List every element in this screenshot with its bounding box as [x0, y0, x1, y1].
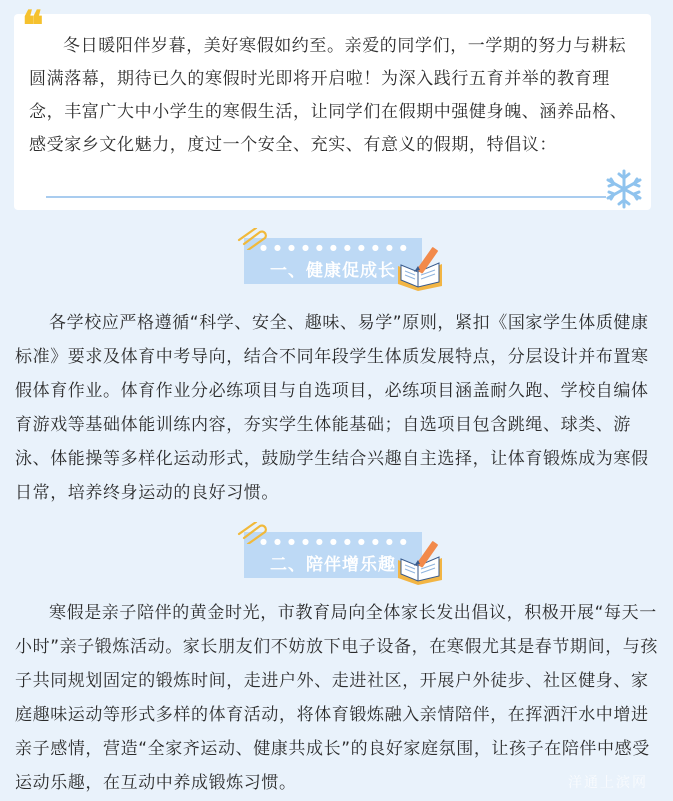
quote-mark-icon: ❝ [22, 2, 38, 49]
paperclip-icon [236, 228, 270, 250]
intro-paragraph: 冬日暖阳伴岁暮，美好寒假如约至。亲爱的同学们，一学期的努力与耕耘圆满落幕，期待已久的寒假时光即将开启啦！为深入践行五育并举的教育理念，丰富广大中小学生的寒假生活，让同学们在假期中强健身魄、涵养品格、感受家乡文化魅力，度过一个安全、充实、有意义的假期，特倡议： [29, 36, 628, 155]
section-title: 一、健康促成长 [270, 261, 396, 281]
book-pencil-icon [394, 538, 446, 586]
intro-divider [46, 196, 606, 198]
section-body-1: 各学校应严格遵循“科学、安全、趣味、易学”原则，紧扣《国家学生体质健康标准》要求及体育中考导向，结合不同年段学生体质发展特点，分层设计并布置寒假体育作业。体育作业分必练项目与自选项目，必练项目涵盖耐久跑、学校自编体育游戏等基础体能训练内容，夯实学生体能基础；自选项目包含跳绳、球类、游泳、体能操等多样化运动形式，鼓励学生结合兴趣自主选择，让体育锻炼成为寒假日常，培养终身运动的良好习惯。 [15, 313, 649, 503]
paperclip-icon [236, 522, 270, 544]
section-banner-1 [244, 238, 428, 284]
banner-dots: ●●●●●●●●●●● [260, 243, 414, 252]
section-body-2: 寒假是亲子陪伴的黄金时光，市教育局向全体家长发出倡议，积极开展“每天一小时”亲子锻炼活动。家长朋友们不妨放下电子设备，在寒假尤其是春节期间，与孩子共同规划固定的锻炼时间，走进户外、走进社区，开展户外徒步、社区健身、家庭趣味运动等形式多样的体育活动，将体育锻炼融入亲情陪伴，在挥洒汗水中增进亲子感情，营造“全家齐运动、健康共成长”的良好家庭氛围，让孩子在陪伴中感受运动乐趣，在互动中养成锻炼习惯。 [15, 603, 659, 793]
banner-dots: ●●●●●●●●●●● [260, 537, 414, 546]
snowflake-icon [603, 168, 645, 210]
book-pencil-icon [394, 244, 446, 292]
watermark: 洋通上滨网 [568, 775, 648, 791]
section-title: 二、陪伴增乐趣 [270, 555, 396, 575]
section-banner-2 [244, 532, 428, 578]
